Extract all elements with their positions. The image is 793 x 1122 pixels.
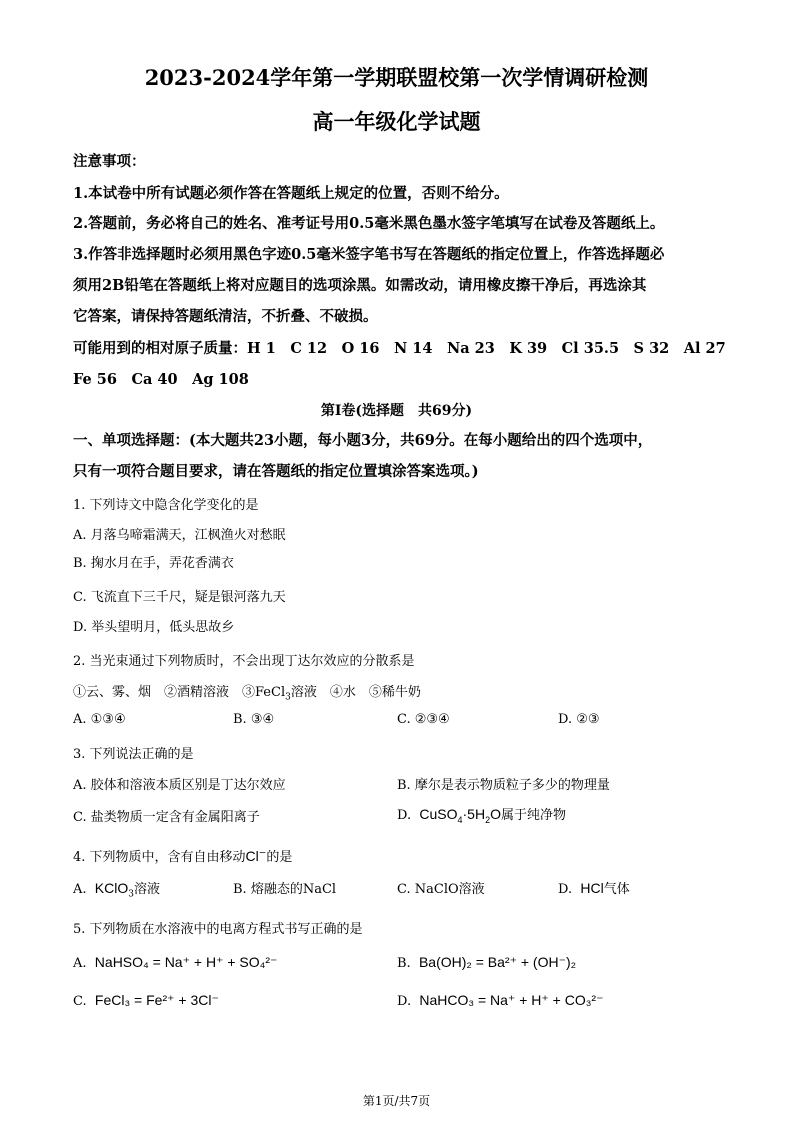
q2-option-a: A. ①③④ [73,712,126,727]
q3-option-b: B. 摩尔是表示物质粒子多少的物理量 [397,778,610,793]
page-number: 第1页/共7页 [362,1094,431,1108]
q5-option-b: B. Ba(OH)₂ = Ba²⁺ + (OH⁻)₂ [397,954,577,971]
q4-option-a: A. KClO$_3$溶液 [73,880,160,900]
q3-option-c: C. 盐类物质一定含有金属阳离子 [73,810,260,825]
q1-option-b: B. 掬水月在手，弄花香满衣 [73,556,234,571]
atomic-mass-line-2: Fe 56 Ca 40 Ag 108 [73,371,249,388]
q3-stem: 3. 下列说法正确的是 [73,747,194,762]
q5-stem: 5. 下列物质在水溶液中的电离方程式书写正确的是 [73,922,363,937]
notice-heading: 注意事项： [73,153,146,170]
q3-option-a: A. 胶体和溶液本质区别是丁达尔效应 [73,778,286,793]
q2-items: ①云、雾、烟 ②酒精溶液 ③FeCl$_3$溶液 ④水 ⑤稀牛奶 [73,685,421,703]
q2-stem: 2. 当光束通过下列物质时，不会出现丁达尔效应的分散系是 [73,654,415,669]
q2-option-d: D. ②③ [558,712,600,727]
q4-option-b: B. 熔融态的NaCl [233,882,337,897]
section-instruction-line-1: 一、单项选择题：(本大题共23小题，每小题3分，共69分。在每小题给出的四个选项中， [73,432,653,449]
section-instruction-line-2: 只有一项符合题目要求，请在答题纸的指定位置填涂答案选项。) [73,463,479,480]
notice-item-1: 1.本试卷中所有试题必须作答在答题纸上规定的位置，否则不给分。 [73,185,509,202]
q2-option-b: B. ③④ [233,712,275,727]
section-title: 第Ⅰ卷(选择题 共69分) [320,403,473,419]
notice-item-3-line-3: 它答案，请保持答题纸清洁，不折叠、不破损。 [73,308,378,325]
exam-title: 2023-2024学年第一学期联盟校第一次学情调研检测 [144,65,649,90]
q5-option-a: A. NaHSO₄ = Na⁺ + H⁺ + SO₄²⁻ [73,954,278,971]
notice-item-2: 2.答题前，务必将自己的姓名、准考证号用0.5毫米黑色墨水签字笔填写在试卷及答题纸上。 [73,215,665,232]
q1-option-a: A. 月落乌啼霜满天，江枫渔火对愁眠 [73,528,286,543]
q1-option-d: D. 举头望明月，低头思故乡 [73,620,235,635]
q3-option-d: D. $CuSO_4\cdot 5H_2O$属于纯净物 [397,806,566,825]
q1-option-c: C. 飞流直下三千尺，疑是银河落九天 [73,590,286,605]
q1-stem: 1. 下列诗文中隐含化学变化的是 [73,498,259,513]
q5-option-c: C. FeCl₃ = Fe²⁺ + 3Cl⁻ [73,992,219,1009]
exam-subtitle: 高一年级化学试题 [312,109,481,134]
q2-option-c: C. ②③④ [397,712,450,727]
atomic-mass-line-1: 可能用到的相对原子质量：H 1 C 12 O 16 N 14 Na 23 K 39 Cl 35.5 S 32 Al 27 [73,340,726,357]
q4-stem: 4. 下列物质中，含有自由移动Cl−的是 [73,848,293,865]
q4-option-d: D. HCl气体 [558,880,630,897]
notice-item-3-line-2: 须用2B铅笔在答题纸上将对应题目的选项涂黑。如需改动，请用橡皮擦干净后，再选涂其 [73,277,647,294]
notice-item-3-line-1: 3.作答非选择题时必须用黑色字迹0.5毫米签字笔书写在答题纸的指定位置上，作答选择题必 [73,246,665,263]
q4-option-c: C. NaClO溶液 [397,882,485,897]
q5-option-d: D. NaHCO₃ = Na⁺ + H⁺ + CO₃²⁻ [397,992,604,1009]
